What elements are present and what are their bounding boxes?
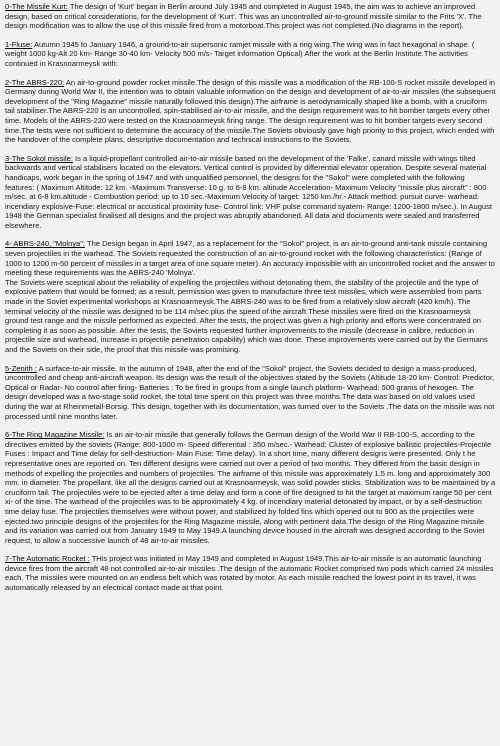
paragraph [5, 364, 496, 422]
paragraph [5, 78, 496, 145]
section-heading: 0-The Missile Kurt: [5, 2, 68, 11]
section-text: A surface-to-air missile. In the autumn of 1948, after the end of the "Sokol" project, the Soviets decided to design a mass-produced, uncontrolled and cheap anti-aircraft weapon. Its design was the result of the objectives stated by the Soviets (Altitude 18-20 km- Control: Predictor, Optical or Radar- No control after firing- Batteries : To be fired in groups from a single launch platform- Warhead: 500 grams of hexogen. The design developed was a two-stage solid rocket, the total time spent on this project was three months.The data was based on old values used during the war at Rheinmetall-Borsig. This design, together with its documentation, was turned over to the Soviets .The data on the missile was not processed until nine months later. [5, 363, 495, 421]
paragraph [5, 2, 496, 31]
section-text: Autumn 1945 to January 1946, a ground-to-air supersonic ramjet missile with a ring wing.The wing was in fact hexagonal in shape. ( weight 1000 kg-Alt 20 km- Range 30-40 km- Velocity 500 m/s- Target information Optical) After the work at the Berlin Institute.The activities continued in Krasnoarmeysk with: [5, 39, 475, 68]
section-text: The Design began in April 1947, as a replacement for the "Sokol" project, is an air-to-ground anti-tank missile containing seven projectiles in the warhead. The Soviets requested the construction of an air-to-ground rocket with the following characteristics: (Range of 1000 to 1200 m-50 percent of missiles in a target area of one square meter). An accuracy impossible with an uncontrolled rocket and the answer to meeting these requirements was the ABRS-240 'Molnya'. [5, 239, 495, 278]
section-heading: 6-The Ring Magazine Missile: [5, 430, 105, 440]
section-abrs-220 [5, 78, 496, 145]
paragraph [5, 154, 496, 231]
section-heading: 2-The ABRS-220: [5, 77, 65, 87]
section-heading: 4- ABRS-240, "Molnya": [5, 239, 86, 249]
section-fluse [5, 40, 496, 69]
paragraph [5, 554, 496, 592]
section-kurt [5, 2, 496, 31]
section-text: Is an air-to-air missile that generally follows the German design of the World War II RB-100-S, according to the directives emitted by the soviets (Range: 800-1000 m- Speed differential : 350 m/sec.- Warhead: Cluster of explosive ballistic projectiles-Projectile Fuses : Impact and Time delay for self-destruction- Main Fuse: Time delay). In a short time, many different designs were presented. Only t he representative ones are reported on. Ten different designs were carried out over a period of two months. They differed from the basic design in methods of expelling the projectiles and numbers of projectiles. The airframe of this missile was approximately 1.5 m. long and approximately 300 mm. in diameter. The propellant, like all the designs carried out at Krasnoarmeysk, was solid powder sticks. Stabilization was to be maintained by a cruciform tail. The projectiles were to be ejected after a time delay and form a cone of fire designed to hit the target at maximum range 50 per cent xi- of the time. The warhead of the projectiles was to be approximately 4 kg. of incendiary material detonated by impact, or by a self-destruction time delay fuse. The projectiles themselves were without power, and stabilized by folded fins which opened out to 900 as the projectiles were ejected.two principle designs of the projectiles for the Ring Magazine missile, along with pertinent data.The design of the Ring Magazine missile and its variation was carried out from January 1949 to May 1949.A launching device housed in the aircraft was designed according to the Soviet request, to allow a successive launch of 48 air-to-air missiles. [5, 430, 496, 545]
section-abrs-240 [5, 239, 496, 354]
section-heading: 1-Fluse: [5, 39, 33, 49]
section-heading: 3-The Sokol missile: [5, 153, 73, 163]
section-ring-magazine [5, 430, 496, 545]
paragraph [5, 430, 496, 545]
section-automatic-rocket [5, 554, 496, 592]
paragraph [5, 239, 496, 277]
section-zenith [5, 364, 496, 422]
section-text: Is a liquid-propellant controlled air-to-air missile based on the development of the 'Falke'. canard missile with wings tilted backwards and vertical stabilisers located on the elevators. Vertical control is provided by differential elevator operation. Despite several material handicaps, work began in the spring of 1947 and with unqualified personnel, the designs for the "Sokol" were completed with the following features: ( Maximum Altitude: 12 km. -Maximum Transverse: 10 g. to 6-8 km. altitude Acceleration- Maximum Velocity "missile plus aircraft" : 800 m/sec. at 6-8 km.altitude - Combustion period: up to 10 sec.-Maximum Velocity of target: 1250 km./hr.- Attack method: pursuit curve- warhead: incendiary explosive-Fuse: electrical or accustical proximity fuse- Control link: VHF pulse command syatem- Range: 1200-1800 m/sec.). In August 1948 the German specialist finalised all designs and the project was abruptly abandoned. All data and documents were sealed and transferred elsewhere. [5, 153, 492, 230]
section-heading: 5-Zenith : [5, 363, 37, 373]
section-sokol [5, 154, 496, 231]
paragraph [5, 40, 496, 69]
section-heading: 7-The Automatic Rocket : [5, 554, 90, 564]
section-text: The design of 'Kurt' began in Berlin around July 1945 and completed in August 1945, the aim was to achieve an improved design, based on critical considerations, for the development of 'Kurt'. This was an uncontrolled air-to-ground missile similar to the Frits 'X'. The design modification was to allow the use of this missile fired from a motorboat.This project was not completed.(No diagrams in the report). [5, 2, 482, 31]
paragraph: The Soviets were sceptical about the reliability of expelling the projectiles without detonating them, the stability of the projectile and the type of explosive pattern that would be formed; as a result, permission was given to manufacture three test missiles, which were assembled from parts made in the Soviet experimental workshops at Krasnoarmeysk.The ABRS-240 was to be fired from a relatively slow aircraft (420 km/h). The terminal velocity of the missile was designed to be 114 m/sec plus the speed of the aircraft.These missiles were fired on the Krasnoarmeysk ground test range and the missile performed as expected. After the tests, the project was given a high priority and efforts were concentrated on completing it as soon as possible. After the tests, the Soviets requested further improvements to the missile (decrease in calibre, reduction in projectile size and warhead, increase in projectile penetration capability) which was done. These improvements were carried out by the Germans and the Soviets on their side, the proof that this missile was promising. [5, 277, 488, 354]
section-text: An air-to-ground powder rocket missile.The design of this missile was a modification of the RB-100-S rocket missile developed in Germany during World War II, the intention was to obtain valuable information on the design and development of air-to-air missiles (the subsequent development of the "Ring Magazine" missile naturally followed this design).The airframe is aerodynamically shaped like a bomb, with a cruciform tail stabiliser.The ABRS-220 is an uncontrolled, spin-stabilised air-to-air missile, and the design requirement was to hit bomber targets every other time. Models of the ABRS-220 were tested on the Krasnoarmeysk firing range. The design requirement was to hit bomber targets every second time.The tests were not sufficient to determine the accuracy of the missile.The Soviets obviously gave high priority to this project, which ended with the handover of the complete plans, descriptive documentation and technical instructions to the Soviets. [5, 77, 496, 145]
section-text: THis project was initiated in May 1949 and completed in August 1949.This air-to-air missile is an automatic launching device fires from the aircraft 48 not controlled air-to-air missiles .The design of the automatic Rocket comprised two pods which carried 24 missiles each. The missiles were mounted on an endless belt which was rotated by motor. As each missile reached the lowest point in its travel, it was automatically released by an electrical contact made at that point. [5, 554, 494, 593]
